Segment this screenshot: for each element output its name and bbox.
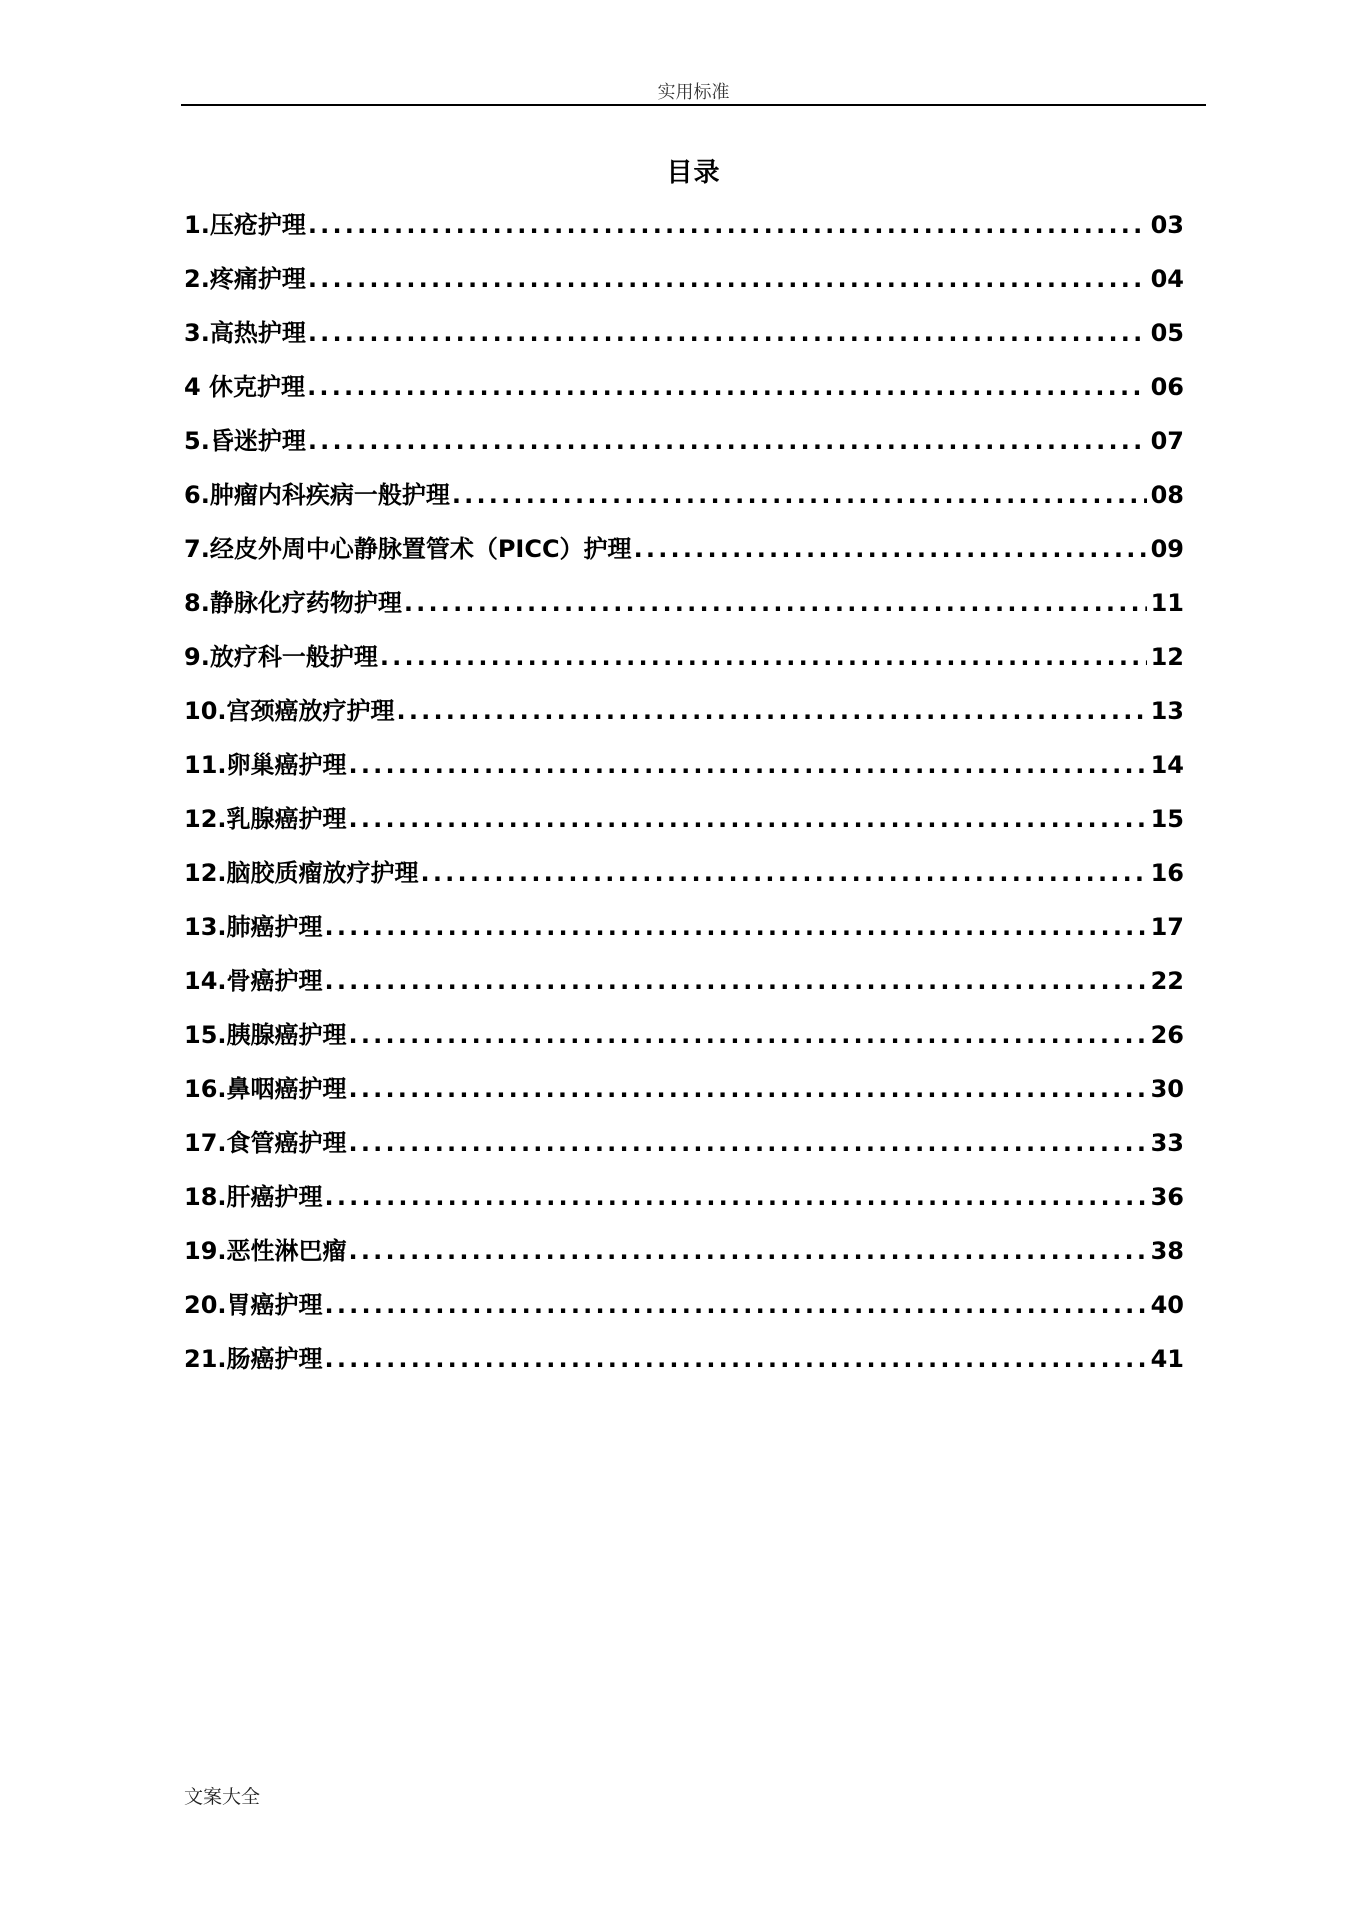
page-header: 实用标准 [657, 82, 730, 103]
toc-entry-page: 36 [1150, 1183, 1184, 1211]
toc-dot-leader [325, 913, 1147, 941]
toc-entry[interactable] [184, 961, 1184, 1015]
toc-entry-page: 13 [1150, 697, 1184, 725]
toc-entry[interactable] [184, 1285, 1184, 1339]
toc-entry[interactable] [184, 853, 1184, 907]
toc-entry-page: 11 [1150, 589, 1184, 617]
toc-entry-label: 19.恶性淋巴瘤 [184, 1237, 347, 1265]
toc-entry[interactable] [184, 421, 1184, 475]
header-rule [181, 104, 1206, 106]
toc-entry-label: 11.卵巢癌护理 [184, 751, 347, 779]
toc-entry[interactable] [184, 907, 1184, 961]
toc-dot-leader [308, 211, 1147, 239]
toc-dot-leader [349, 1075, 1147, 1103]
toc-entry-label: 7.经皮外周中心静脉置管术（PICC）护理 [184, 535, 632, 563]
toc-dot-leader [325, 1345, 1147, 1373]
table-of-contents [184, 205, 1184, 1393]
toc-entry-page: 33 [1150, 1129, 1184, 1157]
toc-entry[interactable] [184, 745, 1184, 799]
toc-entry[interactable] [184, 1231, 1184, 1285]
toc-entry-page: 26 [1150, 1021, 1184, 1049]
toc-dot-leader [308, 427, 1147, 455]
toc-entry-label: 5.昏迷护理 [184, 427, 306, 455]
toc-entry-page: 06 [1150, 373, 1184, 401]
toc-entry[interactable] [184, 259, 1184, 313]
toc-entry[interactable] [184, 475, 1184, 529]
toc-dot-leader [325, 1183, 1147, 1211]
toc-entry-page: 14 [1150, 751, 1184, 779]
toc-entry-page: 40 [1150, 1291, 1184, 1319]
toc-entry[interactable] [184, 637, 1184, 691]
toc-entry-page: 09 [1150, 535, 1184, 563]
toc-entry-label: 18.肝癌护理 [184, 1183, 323, 1211]
toc-entry-page: 12 [1150, 643, 1184, 671]
toc-dot-leader [349, 1021, 1147, 1049]
toc-dot-leader [421, 859, 1147, 887]
toc-dot-leader [349, 1129, 1147, 1157]
toc-entry-page: 22 [1150, 967, 1184, 995]
page-footer: 文案大全 [184, 1786, 261, 1808]
toc-dot-leader [349, 751, 1147, 779]
toc-entry-page: 17 [1150, 913, 1184, 941]
toc-entry-label: 20.胃癌护理 [184, 1291, 323, 1319]
toc-entry-page: 03 [1150, 211, 1184, 239]
toc-title: 目录 [666, 158, 721, 188]
toc-dot-leader [325, 967, 1147, 995]
toc-entry-label: 2.疼痛护理 [184, 265, 306, 293]
toc-entry[interactable] [184, 1177, 1184, 1231]
toc-entry-label: 17.食管癌护理 [184, 1129, 347, 1157]
toc-entry-label: 10.宫颈癌放疗护理 [184, 697, 395, 725]
toc-entry-page: 30 [1150, 1075, 1184, 1103]
toc-entry-label: 6.肿瘤内科疾病一般护理 [184, 481, 450, 509]
toc-dot-leader [349, 805, 1147, 833]
toc-entry-label: 4 休克护理 [184, 373, 306, 401]
toc-dot-leader [307, 373, 1147, 401]
toc-entry[interactable] [184, 583, 1184, 637]
toc-entry-page: 38 [1150, 1237, 1184, 1265]
toc-entry-page: 04 [1150, 265, 1184, 293]
toc-entry-label: 21.肠癌护理 [184, 1345, 323, 1373]
toc-entry-page: 15 [1150, 805, 1184, 833]
toc-dot-leader [404, 589, 1147, 617]
toc-entry-label: 3.高热护理 [184, 319, 306, 347]
toc-dot-leader [308, 265, 1147, 293]
toc-entry[interactable] [184, 1069, 1184, 1123]
toc-dot-leader [308, 319, 1147, 347]
toc-dot-leader [325, 1291, 1147, 1319]
toc-entry-label: 12.脑胶质瘤放疗护理 [184, 859, 419, 887]
toc-entry-label: 9.放疗科一般护理 [184, 643, 378, 671]
toc-entry-label: 8.静脉化疗药物护理 [184, 589, 402, 617]
toc-entry-page: 41 [1150, 1345, 1184, 1373]
toc-entry[interactable] [184, 1339, 1184, 1393]
toc-entry[interactable] [184, 799, 1184, 853]
toc-entry-label: 13.肺癌护理 [184, 913, 323, 941]
toc-entry-label: 14.骨癌护理 [184, 967, 323, 995]
toc-entry-page: 16 [1150, 859, 1184, 887]
toc-entry[interactable] [184, 1123, 1184, 1177]
toc-entry-page: 08 [1150, 481, 1184, 509]
toc-dot-leader [634, 535, 1147, 563]
toc-dot-leader [452, 481, 1147, 509]
toc-entry[interactable] [184, 529, 1184, 583]
toc-entry[interactable] [184, 367, 1184, 421]
toc-entry-label: 12.乳腺癌护理 [184, 805, 347, 833]
toc-dot-leader [349, 1237, 1147, 1265]
toc-entry[interactable] [184, 313, 1184, 367]
toc-entry[interactable] [184, 1015, 1184, 1069]
toc-dot-leader [380, 643, 1147, 671]
toc-entry[interactable] [184, 205, 1184, 259]
toc-entry-label: 15.胰腺癌护理 [184, 1021, 347, 1049]
toc-entry-page: 05 [1150, 319, 1184, 347]
toc-entry-page: 07 [1150, 427, 1184, 455]
toc-entry-label: 16.鼻咽癌护理 [184, 1075, 347, 1103]
toc-entry[interactable] [184, 691, 1184, 745]
toc-entry-label: 1.压疮护理 [184, 211, 306, 239]
toc-dot-leader [397, 697, 1147, 725]
